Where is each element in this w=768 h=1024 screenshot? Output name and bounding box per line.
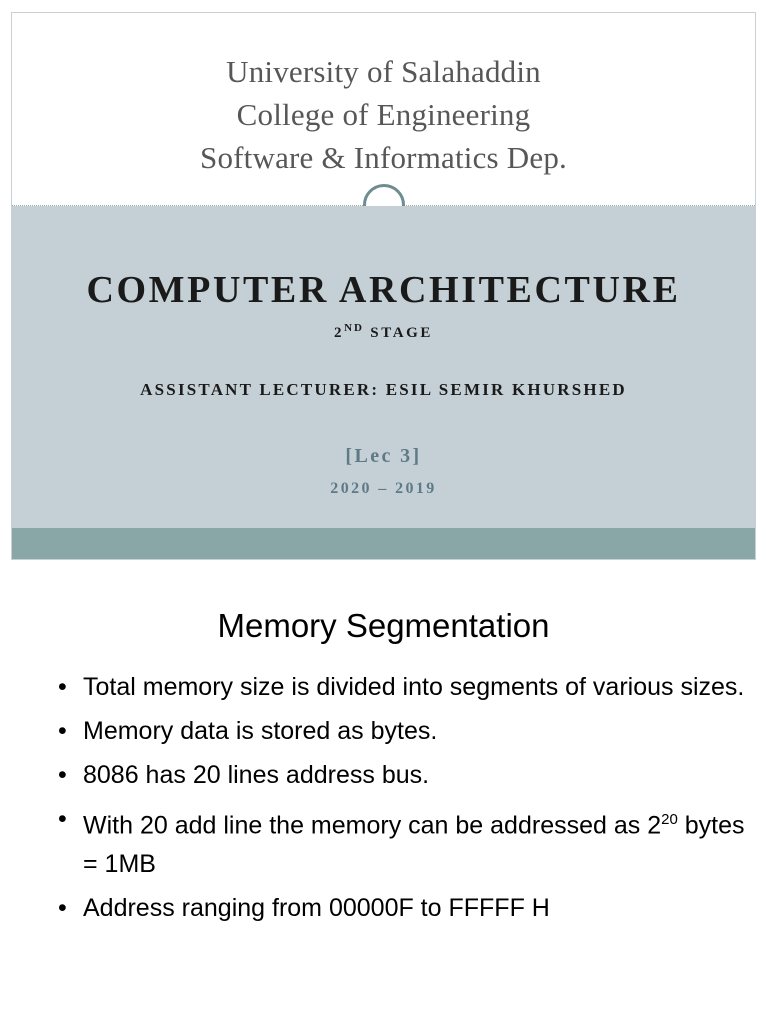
list-item-superscript: 20 <box>661 811 678 828</box>
bullet-marker-icon: • <box>58 717 67 745</box>
title-body-panel <box>12 206 755 528</box>
academic-year: 2020 – 2019 <box>330 480 437 497</box>
list-item <box>11 800 756 884</box>
bullet-marker-icon: • <box>58 761 67 789</box>
institution-line-1: University of Salahaddin <box>226 54 541 89</box>
bullet-marker-icon: • <box>58 673 67 701</box>
list-item-text: Total memory size is divided into segments of various sizes. <box>83 673 745 701</box>
content-slide <box>11 580 756 1024</box>
list-item <box>11 712 756 751</box>
footer-bar <box>12 528 755 559</box>
bullet-marker-icon: • <box>58 805 67 833</box>
lecture-number: [Lec 3] <box>345 445 422 467</box>
stage-label <box>54 322 713 342</box>
list-item-text: Address ranging from 00000F to FFFFF H <box>83 894 550 923</box>
list-item-text: With 20 add line the memory can be addressed as 2 <box>83 811 662 840</box>
course-title: COMPUTER ARCHITECTURE <box>86 269 681 311</box>
institution-line-2: College of Engineering <box>236 97 531 132</box>
bullet-marker-icon: • <box>58 894 67 923</box>
list-item-text-tail: bytes = 1MB <box>83 811 745 879</box>
institution-line-3: Software & Informatics Dep. <box>200 140 567 175</box>
bullet-list <box>11 668 756 928</box>
stage-suffix: STAGE <box>363 325 434 341</box>
content-heading: Memory Segmentation <box>217 607 550 644</box>
list-item-text: Memory data is stored as bytes. <box>83 717 438 745</box>
list-item-text: 8086 has 20 lines address bus. <box>83 761 430 789</box>
list-item <box>11 668 756 707</box>
institution-block <box>12 13 755 206</box>
stage-prefix: 2 <box>333 325 345 341</box>
title-slide <box>11 12 756 560</box>
stage-superscript: ND <box>344 322 364 334</box>
list-item <box>11 756 756 795</box>
lecturer-label: ASSISTANT LECTURER: ESIL SEMIR KHURSHED <box>140 380 627 399</box>
list-item <box>11 889 756 928</box>
